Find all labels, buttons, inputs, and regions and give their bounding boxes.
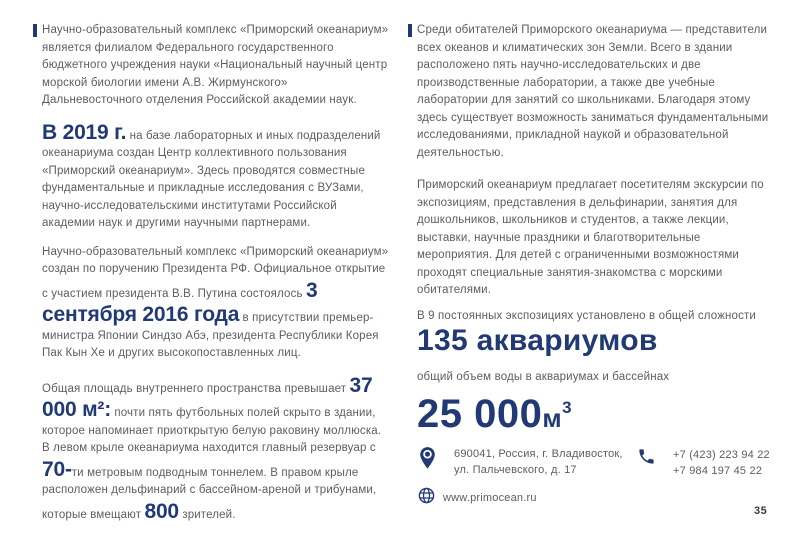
highlight-opening-date: 3 сентября 2016 года — [42, 278, 318, 326]
paragraph-inhabitants — [417, 22, 775, 162]
stat-volume-unit-exponent: 3 — [562, 398, 573, 417]
stat-volume-value — [417, 387, 777, 439]
stats-block — [417, 308, 777, 439]
phone-text — [673, 447, 770, 479]
paragraph-text: зрителей. — [178, 508, 236, 521]
address-line-2: ул. Пальчевского, д. 17 — [454, 464, 577, 476]
paragraph-text: Среди обитателей Приморского океанариума — представители всех океанов и климатических зон Земли. Всего в здании расположено пять научно-исследовательских и две производственные лаборатории, а также две учебные лаборатории для занятий со школьниками. Благодаря этому здесь существует возможность заниматься фундаментальными исследованиями, прикладной наукой и образовательной деятельностью. — [417, 24, 769, 159]
stat-volume-caption: общий объем воды в аквариумах и бассейнах — [417, 371, 670, 383]
stat-volume-unit: м — [542, 403, 563, 433]
highlight-seats-800: 800 — [144, 499, 179, 523]
section-marker-icon — [33, 24, 37, 37]
section-marker-icon — [408, 24, 412, 37]
paragraph-text: Научно-образовательный комплекс «Приморский океанариум» является филиалом Федерального государственного бюджетного учреждения науки «Национальный научный центр морской биологии имени А.В. Жирмунского» Дальневосточного отделения Российской академии наук. — [42, 24, 389, 106]
paragraph-text: на базе лабораторных и иных подразделений океанариума создан Центр коллективного пользования «Приморский океанариум». Здесь проводятся совместные фундаментальные и прикладные исследования с ВУЗами, научно-исследовательскими институтами Российской академии наук и другими научными партнерами. — [42, 129, 381, 229]
phone-icon — [637, 447, 656, 471]
contact-phone — [637, 447, 770, 479]
paragraph-text: Научно-образовательный комплекс «Приморский океанариум» создан по поручению Президента РФ. Официальное открытие с участием президента В.В. Путина состоялось — [42, 245, 389, 300]
highlight-area-37000: 37 000 м²: — [42, 373, 373, 421]
paragraph-text: Приморский океанариум предлагает посетителям экскурсии по экспозициям, представления в дельфинарии, занятия для дошкольников, школьников и студентов, а также лекции, выставки, научные праздники и благотворительные мероприятия. Для детей с ограниченными возможностями проходят специальные занятия-знакомства с морскими обитателями. — [417, 179, 764, 296]
paragraph-text: Общая площадь внутреннего пространства превышает — [42, 382, 350, 395]
paragraph-2019-center — [42, 121, 391, 233]
contact-address — [418, 446, 623, 478]
globe-icon — [418, 487, 435, 509]
right-column — [417, 22, 775, 311]
address-line-1: 690041, Россия, г. Владивосток, — [454, 448, 623, 460]
website-url: www.primocean.ru — [443, 492, 537, 504]
stat-volume-number: 25 000 — [417, 392, 543, 436]
paragraph-opening — [42, 244, 391, 363]
highlight-tunnel-70: 70- — [42, 457, 72, 481]
paragraph-text: в присутствии премьер-министра Японии Синдзо Абэ, президента Республики Корея Пак Кын Хе и других высокопоставленных лиц. — [42, 312, 379, 359]
paragraph-text: почти пять футбольных полей скрыто в здании, которое напоминает приоткрытую белую раковину моллюска. В левом крыле океанариума находится главный резервуар с — [42, 407, 382, 454]
paragraph-area — [42, 374, 391, 525]
stat-aquariums-caption: В 9 постоянных экспозициях установлено в общей сложности — [417, 310, 756, 322]
paragraph-text: ти метровым подводным тоннелем. В правом крыле расположен дельфинарий с бассейном-ареной и трибунами, которые вмещают — [42, 466, 377, 521]
location-pin-icon — [418, 446, 437, 475]
contact-website — [418, 487, 537, 509]
phone-number-1: +7 (423) 223 94 22 — [673, 449, 770, 461]
phone-number-2: +7 984 197 45 22 — [673, 465, 763, 477]
paragraph-complex-intro — [42, 22, 391, 110]
page-number: 35 — [754, 505, 768, 517]
highlight-year-2019: В 2019 г. — [42, 120, 127, 144]
left-column — [42, 22, 391, 535]
paragraph-visitors — [417, 177, 775, 300]
address-text — [454, 446, 623, 478]
stat-aquariums-value: 135 аквариумов — [417, 324, 658, 357]
